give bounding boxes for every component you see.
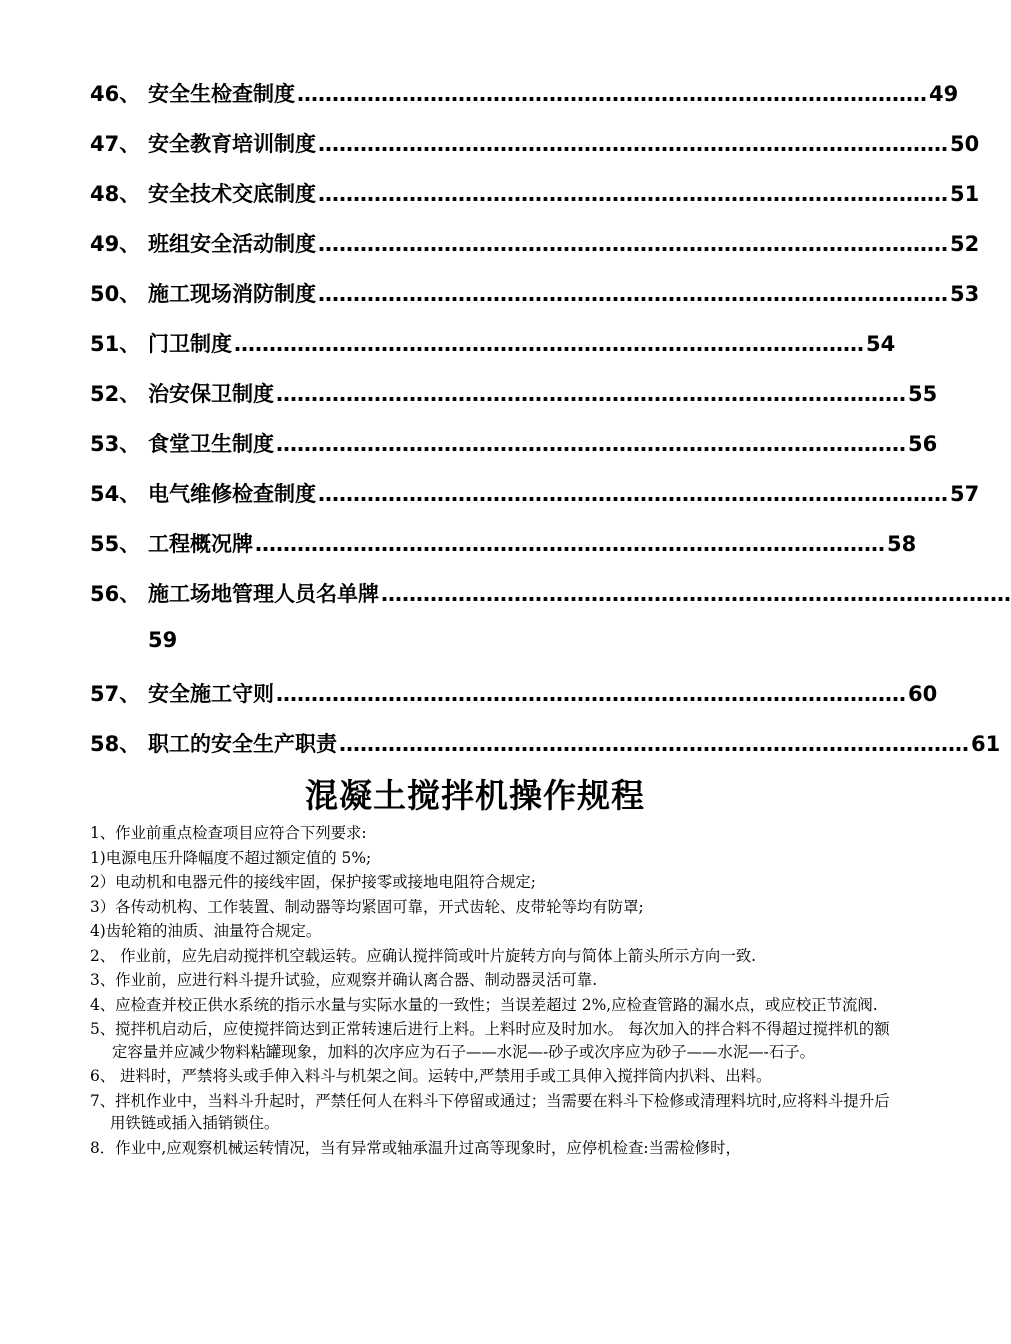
paragraph: 1)电源电压升降幅度不超过额定值的 5%; xyxy=(90,848,372,867)
toc-entry-page: 53 xyxy=(950,282,980,306)
toc-leader-dots: ……………………………………………………………………………… xyxy=(255,532,885,556)
toc-entry-number: 47、 xyxy=(90,132,141,156)
toc-entry-page: 52 xyxy=(950,232,980,256)
toc-entry xyxy=(90,428,938,478)
toc-leader-dots: ……………………………………………………………………………… xyxy=(339,732,969,756)
toc-entry-title: 门卫制度 xyxy=(148,332,232,356)
section-title: 混凝土搅拌机操作规程 xyxy=(305,776,645,815)
paragraph: 7、拌机作业中，当料斗升起时，严禁任何人在料斗下停留或通过；当需要在料斗下检修或清理料坑时,应将料斗提升后用铁链或插入插销锁住。 xyxy=(90,1091,890,1132)
paragraph: 4、应检查并校正供水系统的指示水量与实际水量的一致性；当误差超过 2%,应检查管路的漏水点，或应校正节流阀. xyxy=(90,995,878,1014)
toc-entry-page: 59 xyxy=(148,628,178,652)
toc-entry-continuation xyxy=(90,628,880,678)
toc-entry xyxy=(90,678,938,728)
toc-entry-title: 施工场地管理人员名单牌 xyxy=(148,582,379,606)
toc-entry-page: 49 xyxy=(929,82,959,106)
toc-entry-title: 安全生检查制度 xyxy=(148,82,295,106)
toc-entry xyxy=(90,378,938,428)
paragraph: 8．作业中,应观察机械运转情况，当有异常或轴承温升过高等现象时，应停机检查:当需检修时， xyxy=(90,1138,741,1157)
toc-entry xyxy=(90,78,959,128)
toc-leader-dots: ……………………………………………………………………………… xyxy=(318,232,948,256)
paragraph: 3、作业前，应进行料斗提升试验，应观察并确认离合器、制动器灵活可靠. xyxy=(90,971,598,989)
paragraph: 2、 作业前，应先启动搅拌机空载运转。应确认搅拌筒或叶片旋转方向与简体上箭头所示方向一致. xyxy=(90,946,756,965)
toc-entry-number: 53、 xyxy=(90,432,141,456)
toc-entry-title: 治安保卫制度 xyxy=(148,382,274,406)
toc-leader-dots: ……………………………………………………………………………… xyxy=(318,282,948,306)
toc-leader-dots: ……………………………………………………………………………… xyxy=(318,132,948,156)
toc-leader-dots: ……………………………………………………………………………… xyxy=(276,682,906,706)
toc-entry-number: 46、 xyxy=(90,82,141,106)
toc-entry-page: 60 xyxy=(908,682,938,706)
toc-entry-title: 食堂卫生制度 xyxy=(148,432,274,456)
toc-entry xyxy=(90,528,917,578)
toc-leader-dots: ……………………………………………………………………………… xyxy=(297,82,927,106)
toc-entry-title: 安全施工守则 xyxy=(148,682,274,706)
toc-leader-dots: ……………………………………………………………………………… xyxy=(381,582,1011,606)
toc-entry xyxy=(90,578,1011,628)
paragraph: 1、作业前重点检查项目应符合下列要求: xyxy=(90,824,367,842)
toc-entry-number: 49、 xyxy=(90,232,141,256)
toc-entry-number: 58、 xyxy=(90,732,141,756)
toc-entry xyxy=(90,228,980,278)
toc-entry-page: 61 xyxy=(971,732,1001,756)
toc-entry xyxy=(90,478,980,528)
toc-entry xyxy=(90,278,980,328)
toc-entry-title: 安全教育培训制度 xyxy=(148,132,316,156)
toc-entry-number: 51、 xyxy=(90,332,141,356)
paragraph: 6、 进料时，严禁将头或手伸入料斗与机架之间。运转中,严禁用手或工具伸入搅拌筒内扒料、出料。 xyxy=(90,1067,772,1085)
toc-entry-page: 58 xyxy=(887,532,917,556)
toc-entry-title: 职工的安全生产职责 xyxy=(148,732,337,756)
toc-entry-title: 工程概况牌 xyxy=(148,532,253,556)
paragraph: 5、搅拌机启动后，应使搅拌筒达到正常转速后进行上料。上料时应及时加水。 每次加入的拌合料不得超过搅拌机的额定容量并应减少物料粘罐现象，加料的次序应为石子——水泥—-砂子或次序应为砂子——水泥—-石子。 xyxy=(90,1020,890,1061)
section-body xyxy=(90,822,890,1161)
table-of-contents xyxy=(90,78,1011,778)
toc-leader-dots: ……………………………………………………………………………… xyxy=(276,432,906,456)
toc-leader-dots: ……………………………………………………………………………… xyxy=(318,482,948,506)
toc-entry xyxy=(90,178,980,228)
toc-leader-dots: ……………………………………………………………………………… xyxy=(276,382,906,406)
toc-entry-title: 电气维修检查制度 xyxy=(148,482,316,506)
toc-entry-number: 52、 xyxy=(90,382,141,406)
toc-entry-page: 54 xyxy=(866,332,896,356)
paragraph: 4)齿轮箱的油质、油量符合规定。 xyxy=(90,922,322,940)
toc-leader-dots: ……………………………………………………………………………… xyxy=(318,182,948,206)
toc-entry-page: 55 xyxy=(908,382,938,406)
toc-entry-title: 班组安全活动制度 xyxy=(148,232,316,256)
toc-entry-page: 56 xyxy=(908,432,938,456)
paragraph: 3）各传动机构、工作装置、制动器等均紧固可靠，开式齿轮、皮带轮等均有防罩; xyxy=(90,897,644,916)
toc-entry-title: 施工现场消防制度 xyxy=(148,282,316,306)
paragraph: 2）电动机和电器元件的接线牢固，保护接零或接地电阻符合规定; xyxy=(90,873,536,891)
toc-entry-number: 57、 xyxy=(90,682,141,706)
toc-entry-title: 安全技术交底制度 xyxy=(148,182,316,206)
toc-entry-page: 57 xyxy=(950,482,980,506)
toc-entry-page: 51 xyxy=(950,182,980,206)
toc-entry-page: 50 xyxy=(950,132,980,156)
toc-entry-number: 48、 xyxy=(90,182,141,206)
toc-entry xyxy=(90,128,980,178)
toc-entry-number: 50、 xyxy=(90,282,141,306)
toc-entry-number: 54、 xyxy=(90,482,141,506)
toc-leader-dots: ……………………………………………………………………………… xyxy=(234,332,864,356)
toc-entry-number: 56、 xyxy=(90,582,141,606)
toc-entry-number: 55、 xyxy=(90,532,141,556)
toc-entry xyxy=(90,328,896,378)
